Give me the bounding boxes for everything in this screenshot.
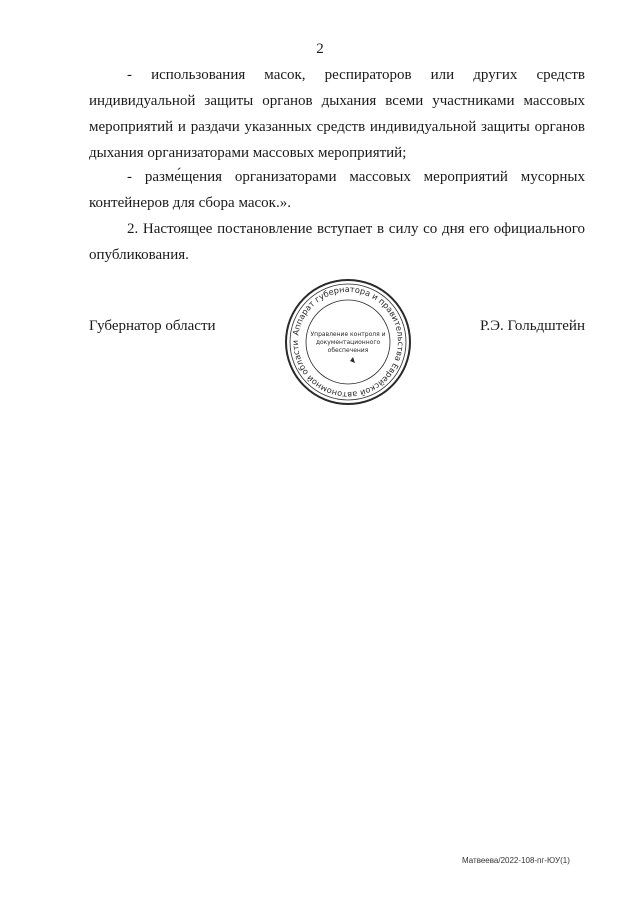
page-number: 2 bbox=[316, 41, 324, 57]
paragraph-containers: - разме́щения организаторами массовых мероприятий мусорных контейнеров для сбора масок.». bbox=[89, 169, 585, 211]
seal-inner-line-1: Управление контроля и bbox=[310, 331, 386, 338]
seal-inner-line-2: документационного bbox=[315, 339, 381, 346]
footer-document-code: Матвеева/2022-108-пг-ЮУ(1) bbox=[462, 856, 570, 865]
paragraph-effective: 2. Настоящее постановление вступает в силу со дня его официального опубликования. bbox=[89, 221, 585, 263]
seal-center-mark bbox=[350, 357, 355, 363]
seal-inner-line-3: обеспечения bbox=[327, 347, 369, 354]
paragraph-2-container bbox=[89, 164, 585, 216]
signatory-title: Губернатор области bbox=[89, 318, 216, 334]
signatory-name: Р.Э. Гольдштейн bbox=[479, 318, 585, 334]
paragraph-masks: - использования масок, респираторов или других средств индивидуальной защиты органов дыхания всеми участниками массовых мероприятий и раздачи указанных средств индивидуальной защиты органов дыхания организаторами массовых мероприятий; bbox=[89, 67, 585, 161]
paragraph-1-container bbox=[89, 62, 585, 166]
seal-outer-text: Аппарат губернатора и правительства Еврейской автономной области bbox=[289, 283, 407, 401]
official-seal bbox=[283, 277, 413, 407]
paragraph-3-container bbox=[89, 216, 585, 268]
